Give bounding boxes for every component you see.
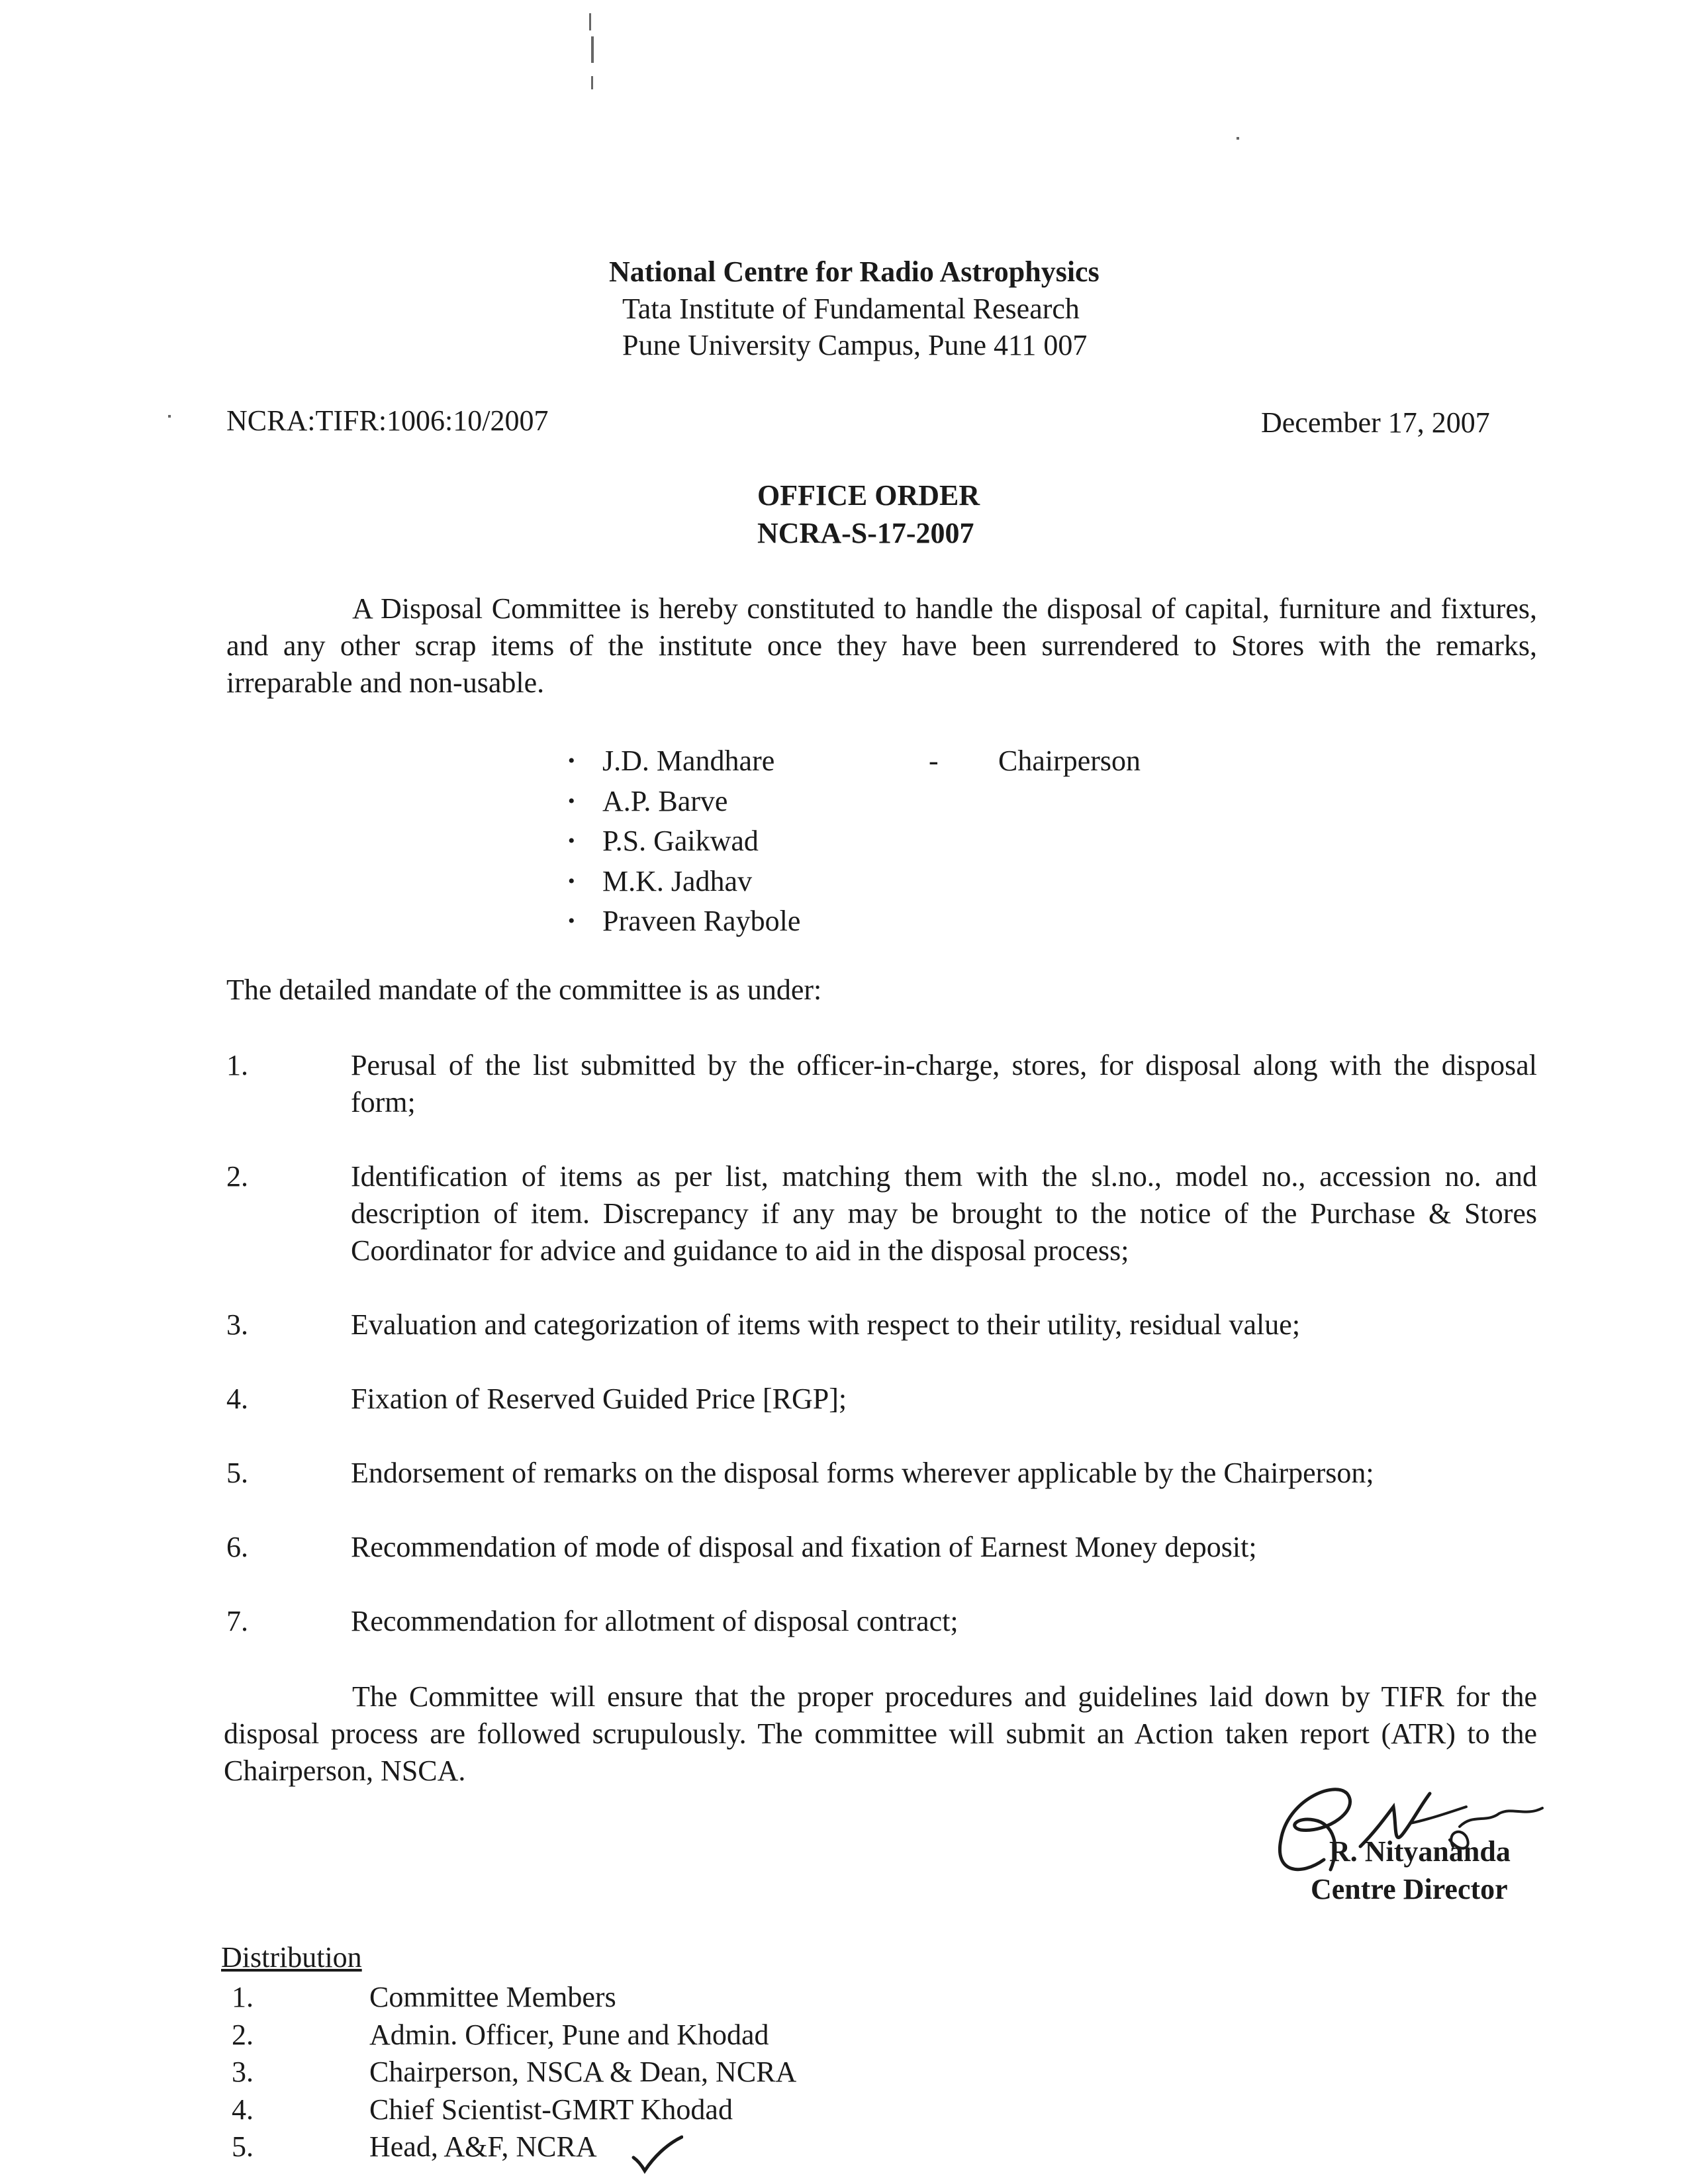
distribution-item (232, 2017, 796, 2054)
distribution-list (232, 1979, 796, 2166)
member-role: Chairperson (998, 745, 1141, 777)
distribution-text: Committee Members (369, 1981, 616, 2013)
mandate-item (226, 1455, 1537, 1492)
mandate-item (226, 1529, 1537, 1566)
member-name: J.D. Mandhare (602, 745, 775, 777)
mandate-text: Recommendation for allotment of disposal contract; (351, 1605, 959, 1637)
signatory-name: R. Nityananda (1329, 1835, 1511, 1868)
mandate-item (226, 1158, 1537, 1269)
distribution-text: Chairperson, NSCA & Dean, NCRA (369, 2056, 797, 2088)
bullet-icon: • (568, 790, 575, 812)
distribution-item (232, 2128, 796, 2166)
signatory-title: Centre Director (1311, 1873, 1508, 1905)
distribution-item (232, 2054, 796, 2091)
mandate-text: Identification of items as per list, matching them with the sl.no., model no., accession no. and description of item. Discrepancy if any may be brought to the notice of the Purchase & Stores Coordinator for advice and guidance to aid in the disposal process; (351, 1160, 1537, 1267)
committee-list (568, 741, 1141, 942)
bullet-icon: • (568, 830, 575, 852)
scan-mark (591, 76, 593, 89)
mandate-text: Evaluation and categorization of items with respect to their utility, residual value; (351, 1308, 1301, 1341)
distribution-item (232, 2091, 796, 2129)
mandate-item (226, 1306, 1537, 1343)
distribution-number: 2. (232, 2018, 254, 2051)
distribution-text: Admin. Officer, Pune and Khodad (369, 2018, 769, 2051)
distribution-text: Chief Scientist-GMRT Khodad (369, 2093, 733, 2126)
mandate-item (226, 1381, 1537, 1418)
mandate-text: Recommendation of mode of disposal and fixation of Earnest Money deposit; (351, 1531, 1257, 1563)
distribution-number: 3. (232, 2056, 254, 2088)
committee-member (568, 741, 1141, 782)
intro-paragraph: A Disposal Committee is hereby constituted to handle the disposal of capital, furniture and fixtures, and any other scrap items of the institute once they have been surrendered to Stores with the remarks, irreparable and non-usable. (226, 592, 1537, 699)
member-name: P.S. Gaikwad (602, 825, 759, 857)
distribution-text: Head, A&F, NCRA (369, 2130, 597, 2163)
committee-member (568, 782, 800, 822)
mandate-item (226, 1047, 1537, 1121)
mandate-list (226, 1047, 1537, 1677)
scan-mark (168, 415, 171, 418)
member-name: Praveen Raybole (602, 905, 801, 937)
distribution-number: 5. (232, 2130, 254, 2163)
member-name: M.K. Jadhav (602, 864, 753, 897)
mandate-text: Fixation of Reserved Guided Price [RGP]; (351, 1383, 847, 1415)
bullet-icon: • (568, 870, 575, 892)
distribution-number: 1. (232, 1981, 254, 2013)
mandate-intro: The detailed mandate of the committee is as under: (226, 974, 822, 1006)
committee-member (568, 821, 800, 862)
order-title: OFFICE ORDER (757, 479, 980, 512)
letterhead-institute: Tata Institute of Fundamental Research (622, 293, 1080, 325)
mandate-number: 7. (226, 1605, 248, 1637)
member-dash: - (929, 745, 939, 777)
order-number: NCRA-S-17-2007 (757, 517, 974, 549)
reference-number: NCRA:TIFR:1006:10/2007 (226, 404, 549, 437)
committee-member (568, 901, 800, 942)
mandate-number: 2. (226, 1160, 248, 1193)
mandate-number: 1. (226, 1049, 248, 1081)
mandate-number: 4. (226, 1383, 248, 1415)
distribution-number: 4. (232, 2093, 254, 2126)
mandate-text: Perusal of the list submitted by the officer-in-charge, stores, for disposal along with the disposal form; (351, 1049, 1537, 1118)
checkmark-icon (630, 2134, 683, 2174)
mandate-number: 6. (226, 1531, 248, 1563)
mandate-text: Endorsement of remarks on the disposal forms wherever applicable by the Chairperson; (351, 1457, 1374, 1489)
scan-mark (589, 13, 591, 30)
mandate-item (226, 1603, 1537, 1640)
mandate-number: 3. (226, 1308, 248, 1341)
mandate-number: 5. (226, 1457, 248, 1489)
bullet-icon: • (568, 750, 575, 772)
letterhead-name: National Centre for Radio Astrophysics (609, 255, 1099, 288)
member-name: A.P. Barve (602, 784, 728, 817)
distribution-heading: Distribution (221, 1941, 362, 1974)
bullet-icon: • (568, 910, 575, 932)
letterhead-address: Pune University Campus, Pune 411 007 (622, 329, 1088, 361)
scan-mark (591, 36, 594, 63)
distribution-item (232, 1979, 796, 2017)
scan-mark (1237, 137, 1239, 140)
document-date: December 17, 2007 (1261, 406, 1490, 439)
closing-paragraph: The Committee will ensure that the proper procedures and guidelines laid down by TIFR for the disposal process are followed scrupulously. The committee will submit an Action taken report (ATR) to the Chairperson, NSCA. (224, 1680, 1537, 1787)
committee-member (568, 862, 800, 902)
